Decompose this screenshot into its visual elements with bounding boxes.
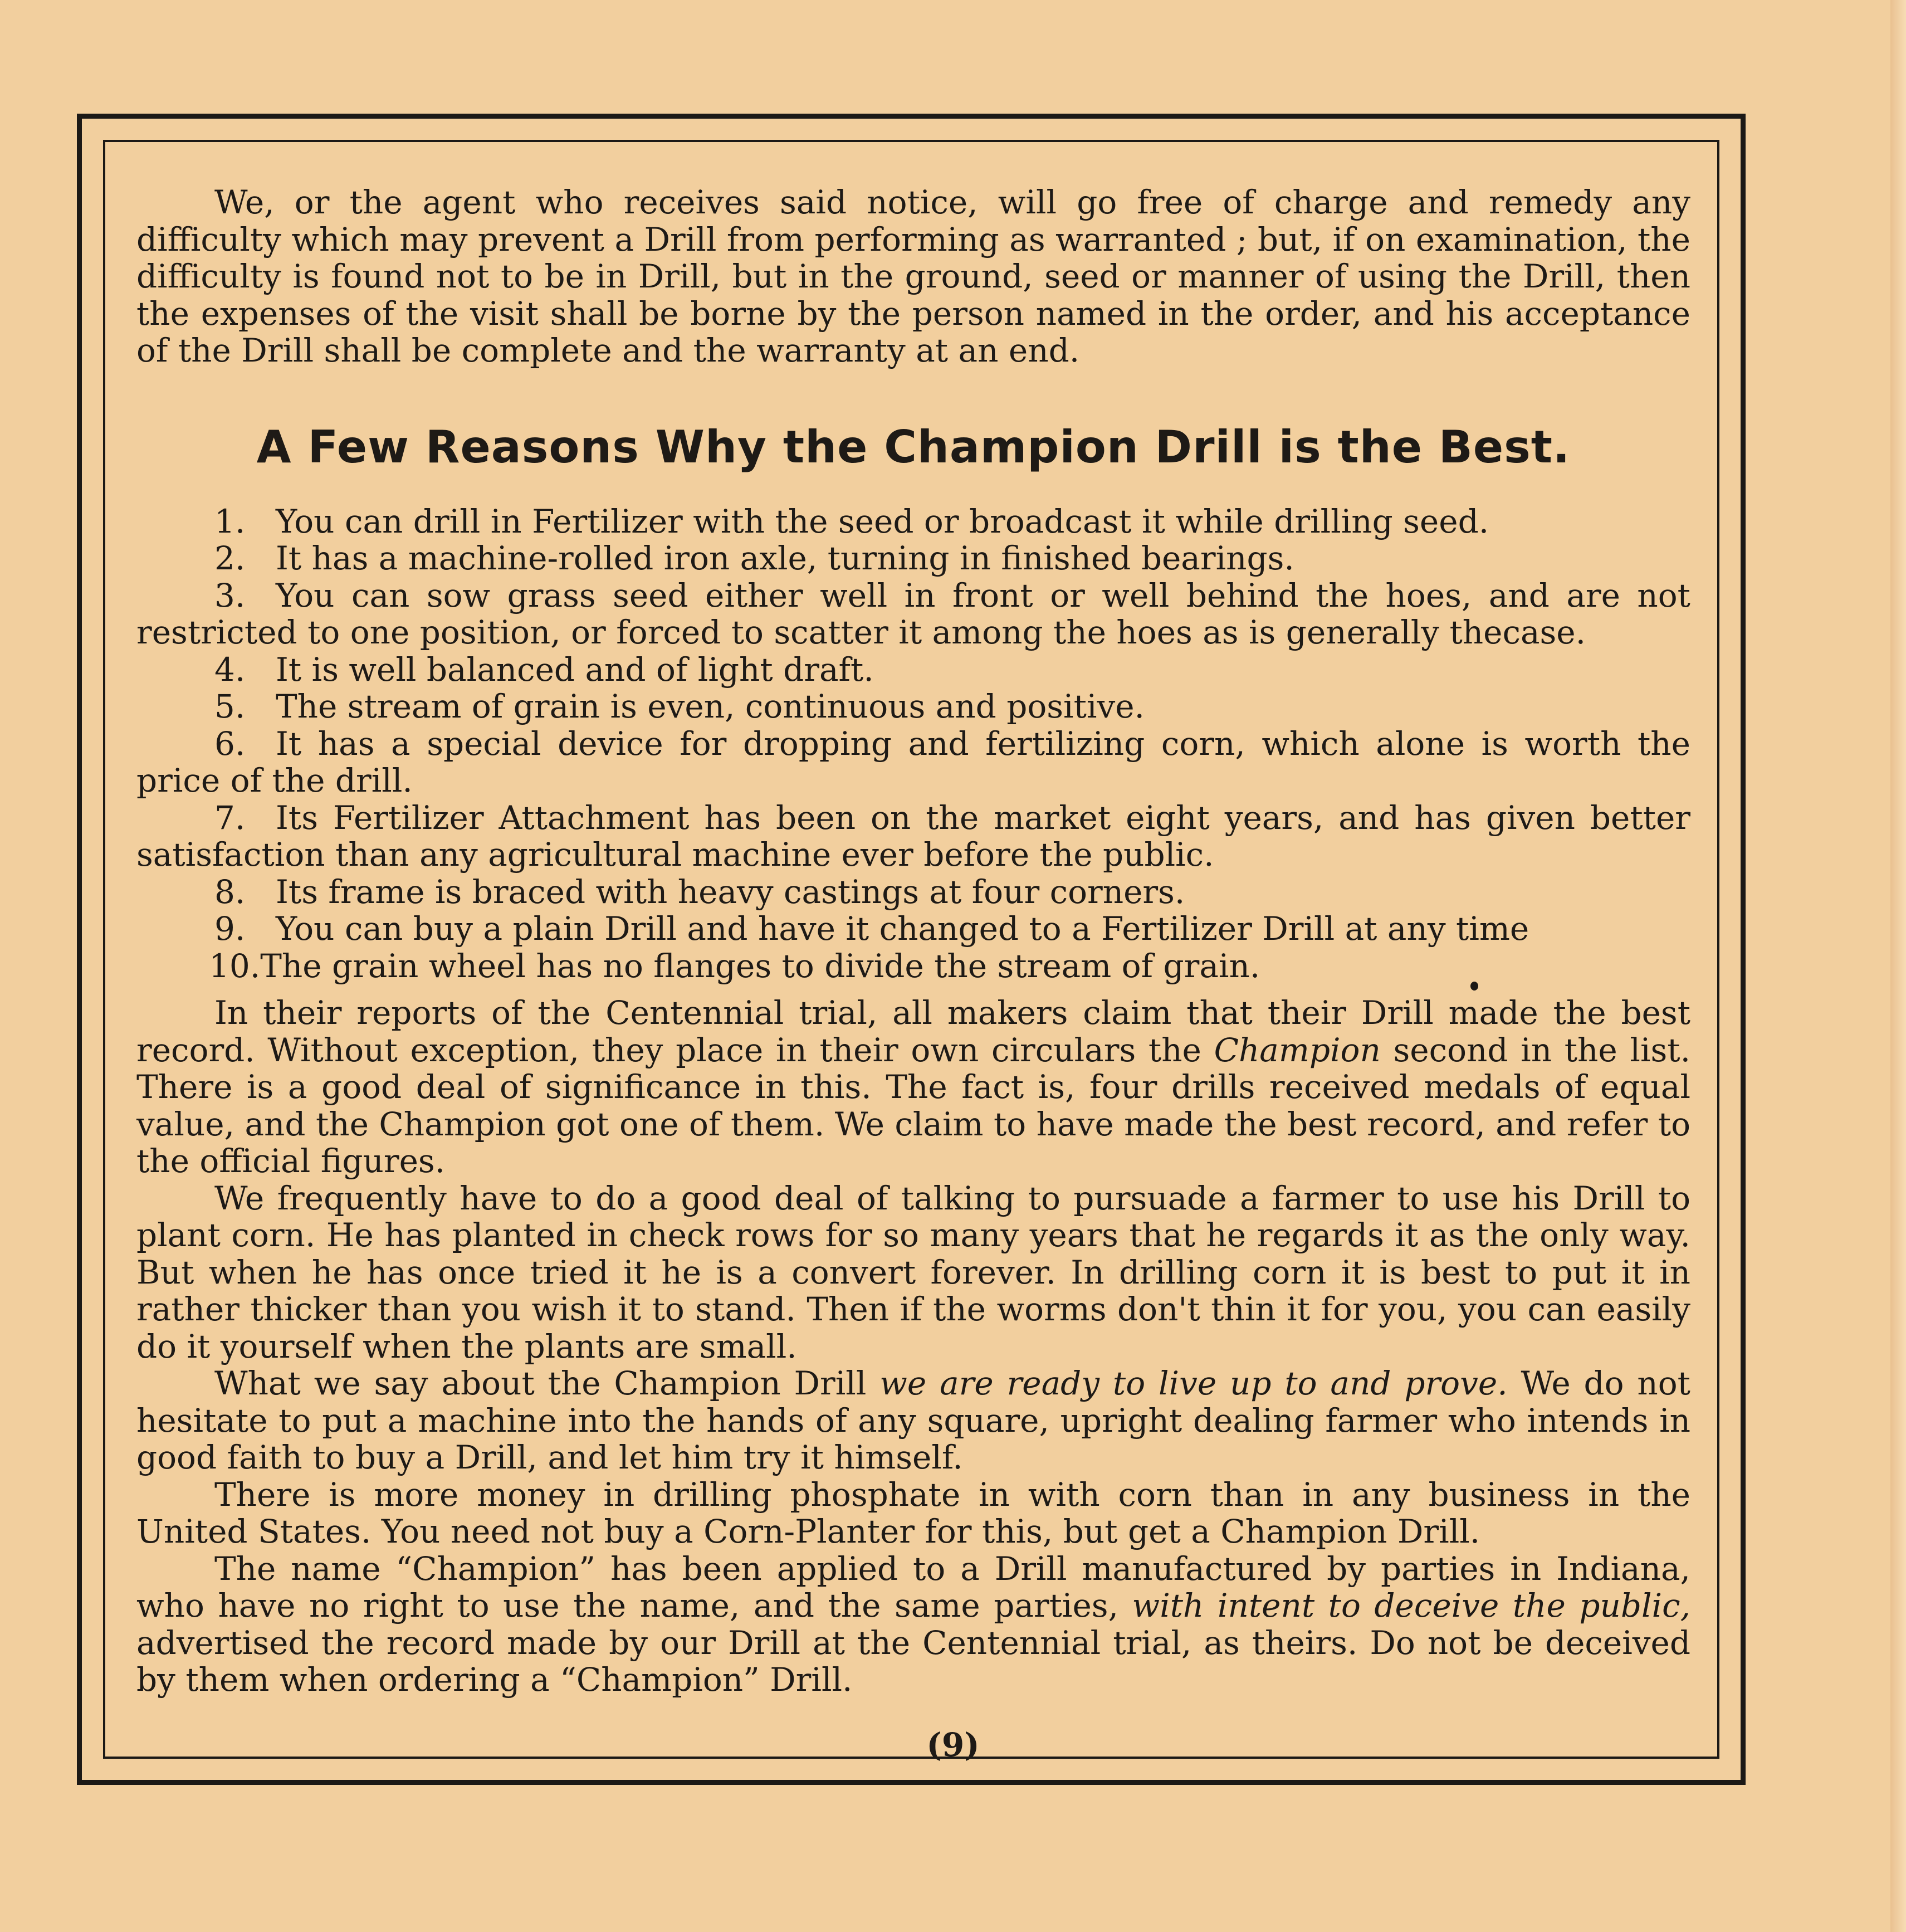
- list-item: [136, 503, 1690, 540]
- page-edge: [1890, 0, 1906, 1932]
- paragraph-text: The name “Champion” has been applied to a Drill manufactured by parties in Indiana, who have no right to use the name, and the same parties,: [136, 1549, 1690, 1624]
- list-text: It is well balanced and of light draft.: [276, 650, 874, 689]
- list-number: 4.: [214, 650, 246, 689]
- list-item: [136, 799, 1690, 874]
- list-number: 1.: [214, 502, 246, 540]
- paragraph-text: second in the list. There is a good deal of significance in this. The fact is, four drills received medals of equal value, and the Champion got one of them. We claim to have made the best record, and refer to the official figures.: [136, 1031, 1691, 1180]
- page-number: (9): [926, 1726, 980, 1764]
- list-text: It has a special device for dropping and fertilizing corn, which alone is worth the price of the drill.: [136, 724, 1690, 799]
- list-text: It has a machine-rolled iron axle, turning in finished bearings.: [276, 539, 1294, 577]
- list-item: [136, 688, 1690, 725]
- list-item: [136, 874, 1690, 911]
- spacer: [136, 984, 1690, 994]
- list-text: Its frame is braced with heavy castings at four corners.: [276, 872, 1185, 911]
- list-text: You can buy a plain Drill and have it changed to a Fertilizer Drill at any time: [276, 910, 1529, 948]
- paragraph-prove: [136, 1365, 1690, 1476]
- paragraph-italic: Champion: [1214, 1031, 1381, 1069]
- list-item: [136, 577, 1690, 651]
- page-content: [136, 184, 1690, 1699]
- list-item: [136, 948, 1690, 985]
- list-text: The stream of grain is even, continuous and positive.: [276, 687, 1145, 725]
- list-text: The grain wheel has no flanges to divide the stream of grain.: [260, 947, 1260, 985]
- list-item: [136, 651, 1690, 689]
- paragraph-centennial: [136, 994, 1690, 1180]
- paragraph-italic: with intent to deceive the public,: [1132, 1587, 1691, 1624]
- list-number: 10.: [209, 947, 261, 985]
- paragraph-money: There is more money in drilling phosphate in with corn than in any business in the United States. You need not buy a Corn-Planter for this, but get a Champion Drill.: [136, 1475, 1690, 1550]
- paragraph-text: What we say about the Champion Drill: [214, 1364, 880, 1402]
- list-text: You can drill in Fertilizer with the seed or broadcast it while drilling seed.: [276, 502, 1489, 540]
- list-item: [136, 540, 1690, 577]
- list-number: 6.: [214, 724, 246, 763]
- intro-paragraph: We, or the agent who receives said notice, will go free of charge and remedy any difficulty which may prevent a Drill from performing as warranted ; but, if on examination, the difficulty is found not to be in Drill, but in the ground, seed or manner of using the Drill, then the expenses of the visit shall be borne by the person named in the order, and his acceptance of the Drill shall be complete and the warranty at an end.: [136, 183, 1690, 369]
- paragraph-text: In their reports of the Centennial trial, all makers claim that their Drill made the best record. Without exception, they place in their own circulars the: [136, 994, 1690, 1069]
- list-item: [136, 910, 1690, 948]
- paragraph-corn: We frequently have to do a good deal of talking to pursuade a farmer to use his Drill to plant corn. He has planted in check rows for so many years that he regards it as the only way. But when he has once tried it he is a convert forever. In drilling corn it is best to put it in rather thicker than you wish it to stand. Then if the worms don't thin it for you, you can easily do it yourself when the plants are small.: [136, 1179, 1690, 1365]
- paragraph-italic: we are ready to live up to and prove.: [879, 1364, 1508, 1402]
- paragraph-text: We do not hesitate to put a machine into the hands of any square, upright dealing farmer who intends in good faith to buy a Drill, and let him try it himself.: [136, 1364, 1690, 1476]
- list-number: 3.: [214, 576, 246, 614]
- list-number: 5.: [214, 687, 246, 725]
- list-number: 9.: [214, 910, 246, 948]
- list-item: [136, 725, 1690, 799]
- list-number: 8.: [214, 872, 246, 911]
- list-number: 2.: [214, 539, 246, 577]
- list-text: You can sow grass seed either well in front or well behind the hoes, and are not restricted to one position, or forced to scatter it among the hoes as is generally thecase.: [136, 576, 1690, 651]
- reasons-list: [136, 503, 1690, 985]
- paragraph-name: [136, 1550, 1690, 1699]
- section-heading: A Few Reasons Why the Champion Drill is the Best.: [256, 421, 1571, 473]
- list-number: 7.: [214, 798, 246, 837]
- list-text: Its Fertilizer Attachment has been on the market eight years, and has given better satisfaction than any agricultural machine ever before the public.: [136, 798, 1690, 874]
- ink-dot: [1470, 982, 1478, 991]
- paragraph-text: advertised the record made by our Drill at the Centennial trial, as theirs. Do not be deceived by them when ordering a “Champion” Drill.: [136, 1623, 1690, 1699]
